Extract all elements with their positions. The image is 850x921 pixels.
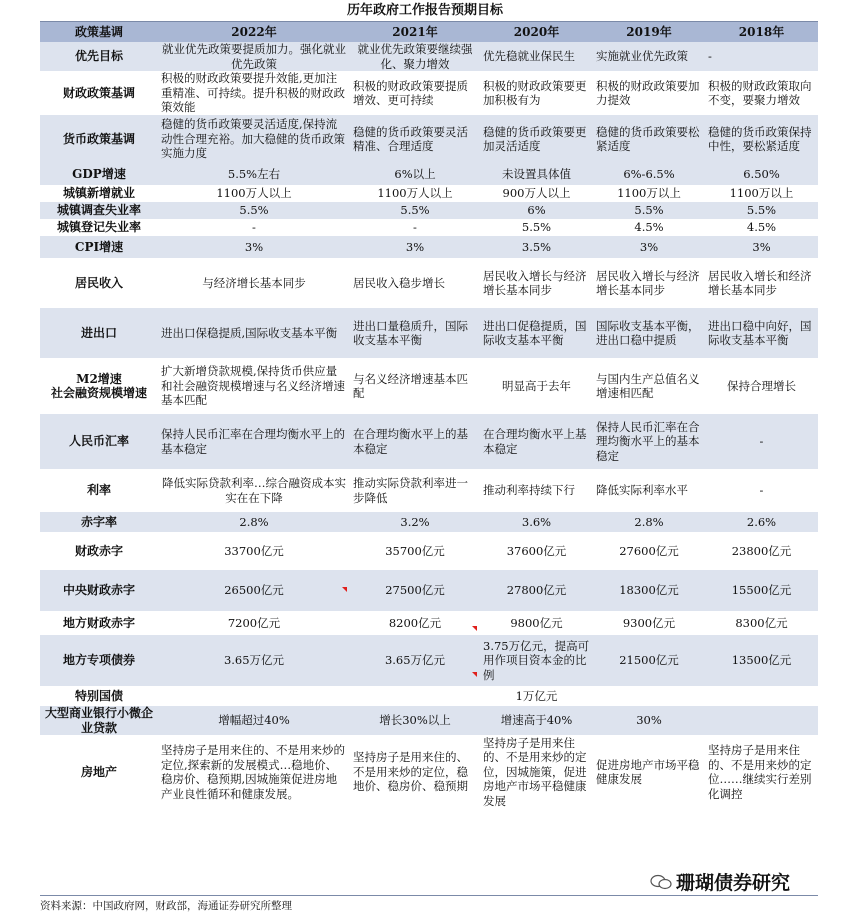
cell-2022: 与经济增长基本同步 [158, 258, 350, 308]
cell-2022: 3.65万亿元 [158, 635, 350, 686]
cell-2018: 稳健的货币政策保持中性，要松紧适度 [705, 115, 818, 163]
cell-2019: 降低实际利率水平 [593, 469, 705, 512]
row-label: 财政政策基调 [40, 71, 158, 115]
cell-2019: 与国内生产总值名义增速相匹配 [593, 358, 705, 414]
cell-2018: 5.5% [705, 202, 818, 219]
header-2021: 2021年 [350, 22, 480, 42]
cell-2022: 坚持房子是用来住的、不是用来炒的定位,探索新的发展模式…稳地价、稳房价、稳预期,因城施策促进房地产业良性循环和健康发展。 [158, 735, 350, 809]
cell-2022: 2.8% [158, 512, 350, 532]
header-2022: 2022年 [158, 22, 350, 42]
cell-2022: 稳健的货币政策要灵活适度,保持流动性合理充裕。加大稳健的货币政策实施力度 [158, 115, 350, 163]
cell-2018: - [705, 414, 818, 469]
cell-2020: 3.5% [480, 236, 593, 258]
row-label: 赤字率 [40, 512, 158, 532]
cell-2019: 3% [593, 236, 705, 258]
cell-2018: 6.50% [705, 163, 818, 185]
row-label: 进出口 [40, 308, 158, 358]
row-special-treasury [40, 686, 818, 706]
row-label: GDP增速 [40, 163, 158, 185]
row-priority [40, 42, 818, 71]
cell-2019: 27600亿元 [593, 532, 705, 570]
comment-flag [472, 626, 477, 631]
row-label: 货币政策基调 [40, 115, 158, 163]
cell-2019: 积极的财政政策要加力提效 [593, 71, 705, 115]
cell-2019: 30% [593, 706, 705, 735]
cell-2020: 未设置具体值 [480, 163, 593, 185]
cell-2020: 3.75万亿元，提高可用作项目资本金的比例 [480, 635, 593, 686]
cell-2021: 稳健的货币政策要灵活精准、合理适度 [350, 115, 480, 163]
cell-2018 [705, 686, 818, 706]
header-policy: 政策基调 [40, 22, 158, 42]
cell-2020: 6% [480, 202, 593, 219]
cell-2019: 居民收入增长与经济增长基本同步 [593, 258, 705, 308]
comment-flag [342, 587, 347, 592]
header-2018: 2018年 [705, 22, 818, 42]
cell-2021: 6%以上 [350, 163, 480, 185]
row-label: CPI增速 [40, 236, 158, 258]
cell-2021: 坚持房子是用来住的、不是用来炒的定位，稳地价、稳房价、稳预期 [350, 735, 480, 809]
cell-2018: 8300亿元 [705, 611, 818, 635]
cell-2020: 推动利率持续下行 [480, 469, 593, 512]
cell-2018 [705, 706, 818, 735]
cell-2022: 降低实际贷款利率…综合融资成本实实在在下降 [158, 469, 350, 512]
cell-2019: 18300亿元 [593, 570, 705, 611]
row-monetary [40, 115, 818, 163]
cell-2019: 4.5% [593, 219, 705, 236]
table-title: 历年政府工作报告预期目标 [346, 3, 503, 18]
cell-2022: 就业优先政策要提质加力。强化就业优先政策 [158, 42, 350, 71]
cell-2022: 33700亿元 [158, 532, 350, 570]
row-gdp [40, 163, 818, 185]
row-label: 人民币汇率 [40, 414, 158, 469]
watermark: 珊瑚债券研究 [676, 872, 791, 894]
cell-2018: 居民收入增长和经济增长基本同步 [705, 258, 818, 308]
row-m2-tsf [40, 358, 818, 414]
cell-2019: 2.8% [593, 512, 705, 532]
row-label: 居民收入 [40, 258, 158, 308]
row-real-estate [40, 735, 818, 809]
row-label: 优先目标 [40, 42, 158, 71]
cell-2020: 优先稳就业保民生 [480, 42, 593, 71]
cell-2022: 积极的财政政策要提升效能,更加注重精准、可持续。提升积极的财政政策效能 [158, 71, 350, 115]
cell-2021: 居民收入稳步增长 [350, 258, 480, 308]
row-fiscal [40, 71, 818, 115]
row-registered-unemployment [40, 219, 818, 236]
cell-2019 [593, 686, 705, 706]
row-rmb-fx [40, 414, 818, 469]
row-sme-loans [40, 706, 818, 735]
row-label: 地方财政赤字 [40, 611, 158, 635]
cell-2018: 23800亿元 [705, 532, 818, 570]
cell-2019: 5.5% [593, 202, 705, 219]
row-central-deficit [40, 570, 818, 611]
cell-2019: 实施就业优先政策 [593, 42, 705, 71]
row-label: 中央财政赤字 [40, 570, 158, 611]
cell-2020: 1万亿元 [480, 686, 593, 706]
row-label: M2增速 社会融资规模增速 [40, 358, 158, 414]
cell-2022: - [158, 219, 350, 236]
cell-2020: 进出口促稳提质，国际收支基本平衡 [480, 308, 593, 358]
cell-2018: 13500亿元 [705, 635, 818, 686]
cell-2018: 1100万以上 [705, 185, 818, 202]
cell-2019: 1100万以上 [593, 185, 705, 202]
cell-2018: 4.5% [705, 219, 818, 236]
cell-2021: 推动实际贷款利率进一步降低 [350, 469, 480, 512]
cell-2019: 21500亿元 [593, 635, 705, 686]
cell-2018: 积极的财政政策取向不变，要聚力增效 [705, 71, 818, 115]
row-label: 大型商业银行小微企业贷款 [40, 706, 158, 735]
header-2020: 2020年 [480, 22, 593, 42]
cell-2021: 5.5% [350, 202, 480, 219]
cell-2022: 5.5% [158, 202, 350, 219]
cell-2021: 积极的财政政策要提质增效、更可持续 [350, 71, 480, 115]
row-label: 城镇新增就业 [40, 185, 158, 202]
wechat-icon [650, 874, 672, 890]
comment-flag [472, 672, 477, 677]
cell-2022: 3% [158, 236, 350, 258]
row-label: 利率 [40, 469, 158, 512]
cell-2020: 增速高于40% [480, 706, 593, 735]
row-label: 特别国债 [40, 686, 158, 706]
cell-2021: 3.2% [350, 512, 480, 532]
cell-2020: 37600亿元 [480, 532, 593, 570]
row-deficit-ratio [40, 512, 818, 532]
cell-2018: 15500亿元 [705, 570, 818, 611]
cell-2022 [158, 686, 350, 706]
cell-2021: 与名义经济增速基本匹配 [350, 358, 480, 414]
cell-2019: 稳健的货币政策要松紧适度 [593, 115, 705, 163]
cell-2020: 3.6% [480, 512, 593, 532]
row-trade [40, 308, 818, 358]
cell-2021: 8200亿元 [350, 611, 480, 635]
cell-2021: 就业优先政策要继续强化、聚力增效 [350, 42, 480, 71]
row-surveyed-unemployment [40, 202, 818, 219]
cell-2021: - [350, 219, 480, 236]
cell-2022: 5.5%左右 [158, 163, 350, 185]
cell-2018: - [705, 42, 818, 71]
row-cpi [40, 236, 818, 258]
cell-2021: 进出口量稳质升，国际收支基本平衡 [350, 308, 480, 358]
source-note: 资料来源：中国政府网，财政部，海通证券研究所整理 [40, 900, 292, 912]
cell-2019: 9300亿元 [593, 611, 705, 635]
row-special-bonds [40, 635, 818, 686]
row-label: 房地产 [40, 735, 158, 809]
cell-2018: 保持合理增长 [705, 358, 818, 414]
row-income [40, 258, 818, 308]
cell-2018: - [705, 469, 818, 512]
cell-2021: 在合理均衡水平上的基本稳定 [350, 414, 480, 469]
row-fiscal-deficit [40, 532, 818, 570]
cell-2019: 6%-6.5% [593, 163, 705, 185]
row-label: 城镇登记失业率 [40, 219, 158, 236]
cell-2020: 900万人以上 [480, 185, 593, 202]
cell-2018: 坚持房子是用来住的、不是用来炒的定位……继续实行差别化调控 [705, 735, 818, 809]
cell-2020: 居民收入增长与经济增长基本同步 [480, 258, 593, 308]
cell-2018: 2.6% [705, 512, 818, 532]
row-local-deficit [40, 611, 818, 635]
cell-2018: 进出口稳中向好，国际收支基本平衡 [705, 308, 818, 358]
cell-2022: 1100万人以上 [158, 185, 350, 202]
cell-2021: 27500亿元 [350, 570, 480, 611]
header-row [40, 22, 818, 42]
cell-2022: 增幅超过40% [158, 706, 350, 735]
cell-2020: 5.5% [480, 219, 593, 236]
cell-2019: 保持人民币汇率在合理均衡水平上的基本稳定 [593, 414, 705, 469]
row-new-jobs [40, 185, 818, 202]
cell-2018: 3% [705, 236, 818, 258]
row-label: 财政赤字 [40, 532, 158, 570]
cell-2022: 扩大新增贷款规模,保持货币供应量和社会融资规模增速与名义经济增速基本匹配 [158, 358, 350, 414]
header-2019: 2019年 [593, 22, 705, 42]
cell-2022: 7200亿元 [158, 611, 350, 635]
cell-2022: 26500亿元 [158, 570, 350, 611]
cell-2019: 国际收支基本平衡，进出口稳中提质 [593, 308, 705, 358]
cell-2020: 9800亿元 [480, 611, 593, 635]
cell-2022: 保持人民币汇率在合理均衡水平上的基本稳定 [158, 414, 350, 469]
cell-2020: 积极的财政政策要更加积极有为 [480, 71, 593, 115]
cell-2021: 3.65万亿元 [350, 635, 480, 686]
cell-2020: 稳健的货币政策要更加灵活适度 [480, 115, 593, 163]
policy-targets-table [40, 22, 818, 809]
row-label: 城镇调查失业率 [40, 202, 158, 219]
cell-2021: 3% [350, 236, 480, 258]
cell-2020: 明显高于去年 [480, 358, 593, 414]
cell-2022: 进出口保稳提质,国际收支基本平衡 [158, 308, 350, 358]
row-interest-rate [40, 469, 818, 512]
cell-2021: 1100万人以上 [350, 185, 480, 202]
cell-2021: 35700亿元 [350, 532, 480, 570]
cell-2019: 促进房地产市场平稳健康发展 [593, 735, 705, 809]
cell-2020: 坚持房子是用来住的、不是用来炒的定位，因城施策，促进房地产市场平稳健康发展 [480, 735, 593, 809]
cell-2020: 在合理均衡水平上基本稳定 [480, 414, 593, 469]
bottom-rule [40, 895, 818, 896]
cell-2021: 增长30%以上 [350, 706, 480, 735]
cell-2020: 27800亿元 [480, 570, 593, 611]
row-label: 地方专项债券 [40, 635, 158, 686]
cell-2021 [350, 686, 480, 706]
